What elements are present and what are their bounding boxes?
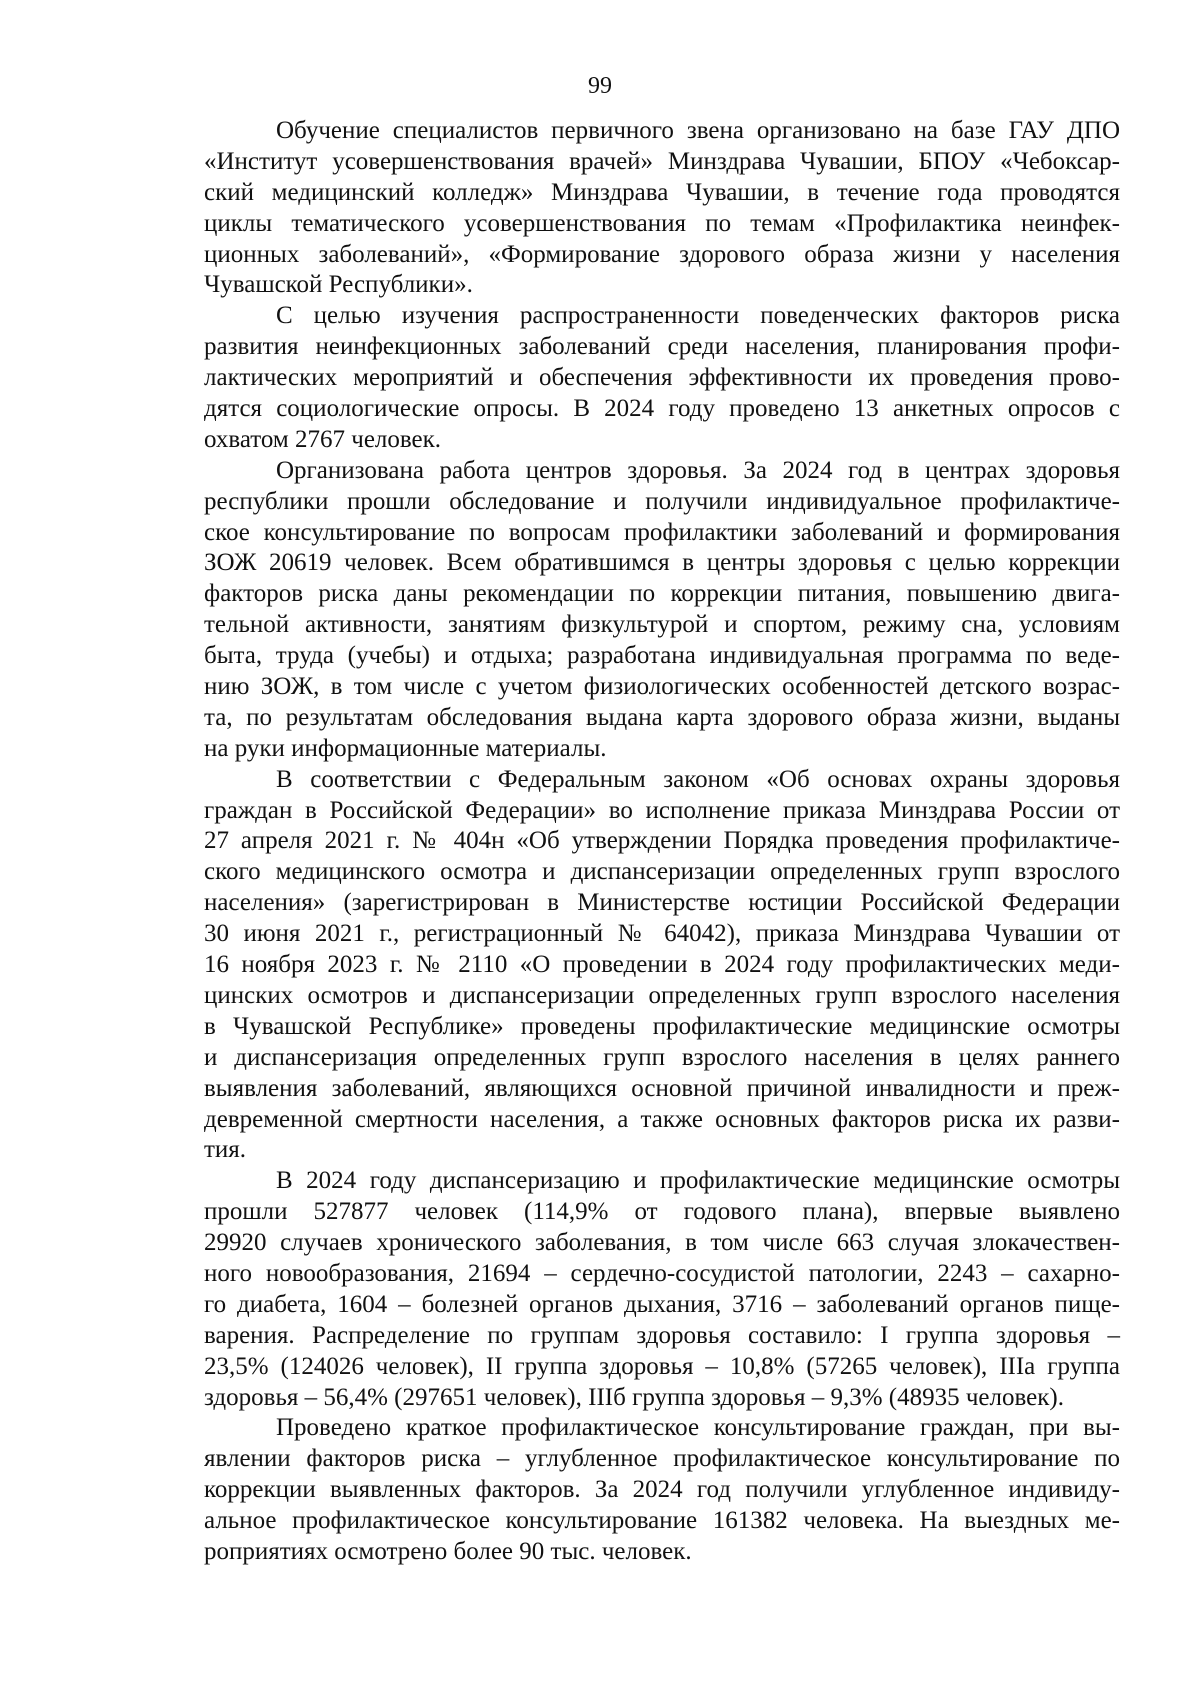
text-line: 27 апреля 2021 г. № 404н «Об утверждении Порядка проведения профилактиче- <box>204 827 1120 855</box>
page-number: 99 <box>588 73 612 99</box>
paragraph <box>204 456 1120 765</box>
paragraph <box>204 765 1120 1167</box>
text-line: 29920 случаев хронического заболевания, в том числе 663 случая злокачествен- <box>204 1229 1120 1257</box>
text-line: в Чувашской Республике» проведены профилактические медицинские осмотры <box>204 1012 1120 1040</box>
text-line: населения» (зарегистрирован в Министерстве юстиции Российской Федерации <box>204 889 1120 917</box>
text-line: ного новообразования, 21694 – сердечно-сосудистой патологии, 2243 – сахарно- <box>204 1259 1120 1287</box>
text-line: 23,5% (124026 человек), II группа здоровья – 10,8% (57265 человек), IIIа группа <box>204 1352 1120 1380</box>
text-line: «Институт усовершенствования врачей» Минздрава Чувашии, БПОУ «Чебоксар- <box>204 147 1120 175</box>
text-line: девременной смертности населения, а также основных факторов риска их разви- <box>204 1105 1120 1133</box>
text-line: цинских осмотров и диспансеризации определенных групп взрослого населения <box>204 981 1120 1009</box>
text-line: коррекции выявленных факторов. За 2024 год получили углубленное индивиду- <box>204 1476 1120 1504</box>
text-line: республики прошли обследование и получили индивидуальное профилактиче- <box>204 487 1120 515</box>
text-line: и диспансеризация определенных групп взрослого населения в целях раннего <box>204 1043 1120 1071</box>
text-line: дятся социологические опросы. В 2024 году проведено 13 анкетных опросов с <box>204 395 1120 423</box>
text-line: охватом 2767 человек. <box>204 425 442 453</box>
paragraph <box>204 1413 1120 1567</box>
text-line: ционных заболеваний», «Формирование здорового образа жизни у населения <box>204 240 1120 268</box>
text-line: В 2024 году диспансеризацию и профилактические медицинские осмотры <box>276 1167 1120 1195</box>
text-line: ского медицинского осмотра и диспансеризации определенных групп взрослого <box>204 858 1120 886</box>
text-line: 16 ноября 2023 г. № 2110 «О проведении в 2024 году профилактических меди- <box>204 951 1120 979</box>
text-line: на руки информационные материалы. <box>204 734 607 762</box>
text-line: ское консультирование по вопросам профилактики заболеваний и формирования <box>204 518 1120 546</box>
text-line: выявления заболеваний, являющихся основной причиной инвалидности и преж- <box>204 1074 1120 1102</box>
text-line: альное профилактическое консультирование 161382 человека. На выездных ме- <box>204 1507 1120 1535</box>
text-line: варения. Распределение по группам здоровья составило: I группа здоровья – <box>204 1321 1120 1349</box>
document-body <box>204 116 1120 1568</box>
paragraph <box>204 116 1120 301</box>
text-line: лактических мероприятий и обеспечения эффективности их проведения прово- <box>204 364 1120 392</box>
text-line: явлении факторов риска – углубленное профилактическое консультирование по <box>204 1445 1120 1473</box>
text-line: 30 июня 2021 г., регистрационный № 64042), приказа Минздрава Чувашии от <box>204 920 1120 948</box>
text-line: Обучение специалистов первичного звена организовано на базе ГАУ ДПО <box>276 117 1120 144</box>
text-line: нию ЗОЖ, в том числе с учетом физиологических особенностей детского возрас- <box>204 673 1120 701</box>
paragraph <box>204 301 1120 455</box>
text-line: та, по результатам обследования выдана карта здорового образа жизни, выданы <box>204 703 1120 731</box>
text-line: тельной активности, занятиям физкультурой и спортом, режиму сна, условиям <box>204 611 1120 639</box>
text-line: здоровья – 56,4% (297651 человек), IIIб группа здоровья – 9,3% (48935 человек). <box>204 1383 1064 1411</box>
text-line: развития неинфекционных заболеваний среди населения, планирования профи- <box>204 333 1120 361</box>
paragraph <box>204 1166 1120 1413</box>
text-line: тия. <box>204 1136 247 1164</box>
text-line: Чувашской Республики». <box>204 271 473 299</box>
text-line: ЗОЖ 20619 человек. Всем обратившимся в центры здоровья с целью коррекции <box>204 549 1120 577</box>
text-line: быта, труда (учебы) и отдыха; разработана индивидуальная программа по веде- <box>204 642 1120 670</box>
text-line: факторов риска даны рекомендации по коррекции питания, повышению двига- <box>204 580 1120 608</box>
text-line: В соответствии с Федеральным законом «Об основах охраны здоровья <box>276 765 1120 793</box>
text-line: Проведено краткое профилактическое консультирование граждан, при вы- <box>276 1414 1120 1442</box>
text-line: прошли 527877 человек (114,9% от годового плана), впервые выявлено <box>204 1198 1120 1226</box>
text-line: Организована работа центров здоровья. За 2024 год в центрах здоровья <box>276 456 1120 484</box>
text-line: циклы тематического усовершенствования по темам «Профилактика неинфек- <box>204 209 1120 237</box>
text-line: го диабета, 1604 – болезней органов дыхания, 3716 – заболеваний органов пище- <box>204 1290 1120 1318</box>
text-line: С целью изучения распространенности поведенческих факторов риска <box>276 302 1120 330</box>
text-line: ский медицинский колледж» Минздрава Чувашии, в течение года проводятся <box>204 178 1120 206</box>
text-line: роприятиях осмотрено более 90 тыс. человек. <box>204 1537 692 1565</box>
text-line: граждан в Российской Федерации» во исполнение приказа Минздрава России от <box>204 796 1120 824</box>
